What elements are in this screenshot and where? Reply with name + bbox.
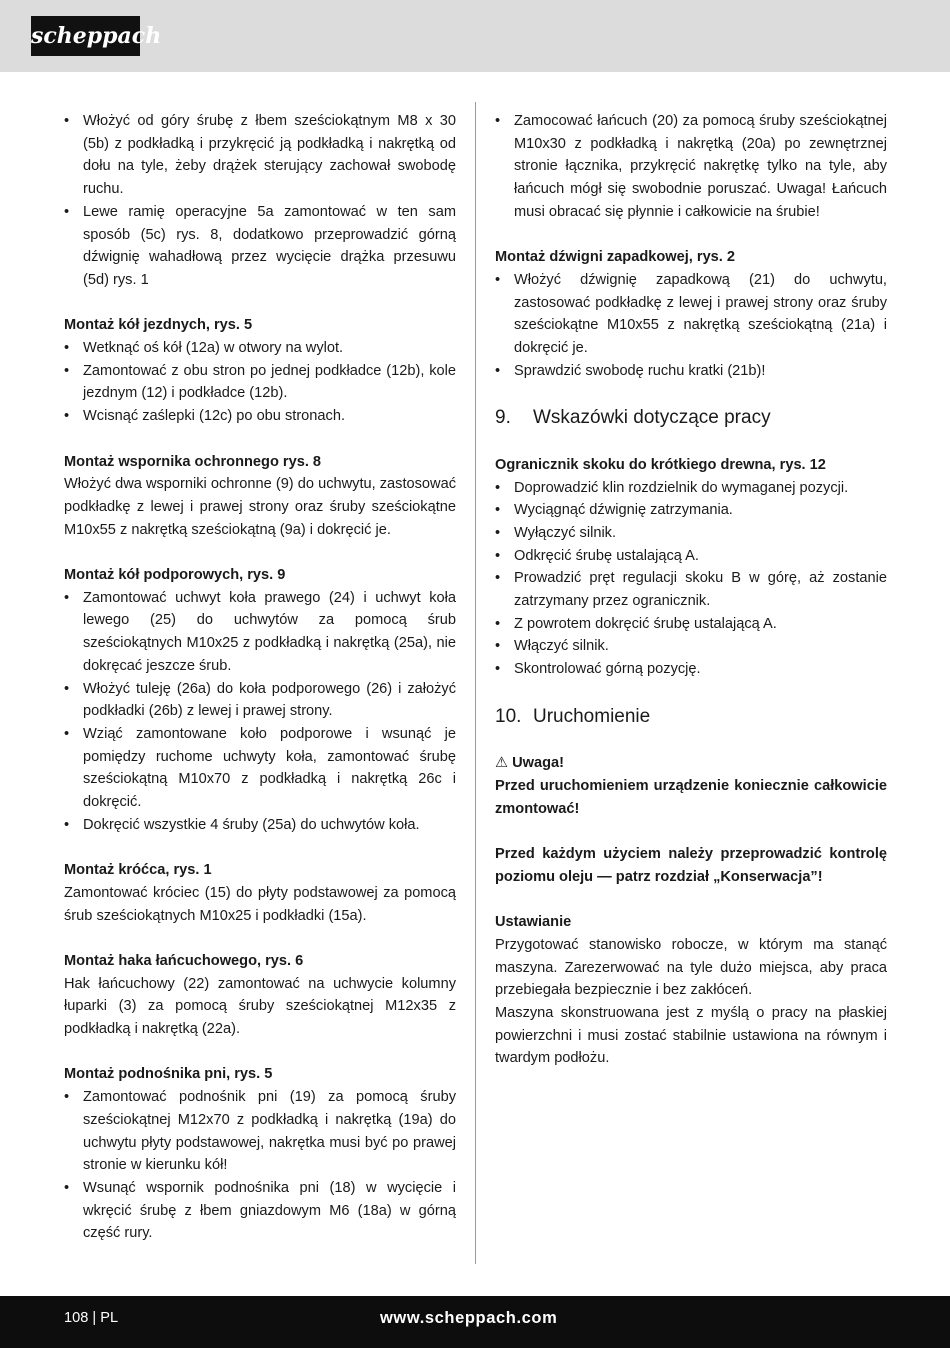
right-column bbox=[495, 110, 887, 1070]
page-number: 108 | PL bbox=[64, 1310, 119, 1326]
setup-heading: Ustawianie bbox=[495, 914, 572, 931]
list-item: • Odkręcić śrubę ustalającą A. bbox=[495, 547, 699, 564]
stroke-limiter-heading: Ogranicznik skoku do krótkiego drewna, rys. 12 bbox=[495, 456, 826, 473]
list-item: • Zamontować uchwyt koła prawego (24) i uchwyt koła lewego (25) do uchwytów za pomocą śrub sześciokątnych M10x25 z podkładką i nakrętką (25a), nie dokręcać jeszcze śrub. bbox=[64, 589, 456, 674]
section-9-title: Wskazówki dotyczące pracy bbox=[533, 407, 771, 429]
left-column bbox=[64, 110, 456, 1245]
list-item: • Włożyć od góry śrubę z łbem sześciokątnym M8 x 30 (5b) z podkładką i przykręcić ją podkładką i nakrętką od dołu na tyle, żeby drążek sterujący zachował swobodę ruchu. bbox=[64, 113, 456, 198]
list-item: • Włączyć silnik. bbox=[495, 638, 609, 655]
support-wheels-heading: Montaż kół podporowych, rys. 9 bbox=[64, 567, 286, 584]
list-item: • Włożyć tuleję (26a) do koła podporowego (26) i założyć podkładki (26b) z lewej i prawej strony. bbox=[64, 680, 456, 720]
log-lifter-heading: Montaż podnośnika pni, rys. 5 bbox=[64, 1066, 273, 1083]
warning-line-1: Przed uruchomieniem urządzenie koniecznie całkowicie zmontować! bbox=[495, 777, 887, 817]
list-item: • Doprowadzić klin rozdzielnik do wymaganej pozycji. bbox=[495, 479, 849, 496]
guard-heading: Montaż wspornika ochronnego rys. 8 bbox=[64, 453, 322, 470]
list-item: • Prowadzić pręt regulacji skoku B w górę, aż zostanie zatrzymany przez ogranicznik. bbox=[495, 570, 887, 610]
list-item: • Wetknąć oś kół (12a) w otwory na wylot. bbox=[64, 340, 344, 357]
footer-bar bbox=[0, 1296, 950, 1348]
list-item: • Wyciągnąć dźwignię zatrzymania. bbox=[495, 502, 733, 519]
ratchet-bullet-list bbox=[495, 269, 887, 383]
section-9-number: 9. bbox=[495, 407, 511, 429]
setup-text-1: Przygotować stanowisko robocze, w którym ma stanąć maszyna. Zarezerwować na tyle dużo miejsca, aby praca przebiegała bezpiecznie i bez zakłóceń. bbox=[495, 936, 887, 999]
section-10-heading bbox=[495, 704, 887, 730]
section-9-heading bbox=[495, 405, 887, 431]
chain-hook-text: Hak łańcuchowy (22) zamontować na uchwycie kolumny łuparki (3) za pomocą śruby sześciokątnej M12x35 z podkładką i nakrętką (22a). bbox=[64, 975, 456, 1038]
support-wheels-bullet-list bbox=[64, 587, 456, 837]
list-item: • Wyłączyć silnik. bbox=[495, 524, 617, 541]
warning-label: ⚠ Uwaga! bbox=[495, 755, 565, 772]
list-item: • Włożyć dźwignię zapadkową (21) do uchwytu, zastosować podkładkę z lewej i prawej strony oraz śruby sześciokątne M10x55 z nakrętką sześciokątną (21a) i dokręcić je. bbox=[495, 271, 887, 357]
guard-text: Włożyć dwa wsporniki ochronne (9) do uchwytu, zastosować podkładkę z lewej i prawej strony oraz śruby sześciokątne M10x55 z nakrętką sześciokątną (9a) i dokręcić je. bbox=[64, 476, 456, 538]
list-item: • Dokręcić wszystkie 4 śruby (25a) do uchwytów koła. bbox=[64, 816, 420, 833]
website-link[interactable]: www.scheppach.com bbox=[380, 1309, 558, 1327]
ratchet-heading: Montaż dźwigni zapadkowej, rys. 2 bbox=[495, 249, 736, 266]
list-item: • Z powrotem dokręcić śrubę ustalającą A. bbox=[495, 615, 777, 632]
header-band bbox=[0, 0, 950, 72]
warning-line-2: Przed każdym użyciem należy przeprowadzić kontrolę poziomu oleju — patrz rozdział „Konserwacja”! bbox=[495, 846, 887, 885]
scheppach-logo: scheppach bbox=[31, 16, 140, 56]
list-item: • Zamontować podnośnik pni (19) za pomocą śruby sześciokątnej M12x70 z podkładką i nakrętką (19a) do uchwytu płyty podstawowej, nakrętka musi być po prawej stronie w kierunku kół! bbox=[64, 1089, 456, 1174]
list-item: • Zamocować łańcuch (20) za pomocą śruby sześciokątnej M10x30 z podkładką i nakrętką (20a) po zewnętrznej stronie łącznika, przykręcić nakrętkę tylko na tyle, aby łańcuch mógł się swobodnie poruszać. Uwaga! Łańcuch musi obracać się płynnie i całkowicie na śrubie! bbox=[495, 113, 887, 220]
stub-text: Zamontować króciec (15) do płyty podstawowej za pomocą śrub sześciokątnych M10x25 i podkładki (15a). bbox=[64, 884, 456, 924]
list-item: • Wziąć zamontowane koło podporowe i wsunąć je pomiędzy ruchome uchwyty koła, zamontować śrubę sześciokątną M10x70 z podkładką i nakrętką 26c i dokręcić. bbox=[64, 725, 456, 811]
section-10-number: 10. bbox=[495, 705, 522, 727]
list-item: • Wsunąć wspornik podnośnika pni (18) w wycięcie i wkręcić śrubę z łbem gniazdowym M6 (18a) w górną część rury. bbox=[64, 1179, 456, 1242]
list-item: • Lewe ramię operacyjne 5a zamontować w ten sam sposób (5c) rys. 8, dodatkowo przeprowadzić górną dźwignię wahadłową przez wycięcie drążka przesuwu (5d) rys. 1 bbox=[64, 203, 456, 288]
chain-hook-heading: Montaż haka łańcuchowego, rys. 6 bbox=[64, 952, 304, 969]
list-item: • Zamontować z obu stron po jednej podkładce (12b), kole jezdnym (12) i podkładce (12b). bbox=[64, 362, 456, 402]
list-item: • Sprawdzić swobodę ruchu kratki (21b)! bbox=[495, 362, 766, 379]
chain-bullet-list bbox=[495, 110, 887, 224]
stub-heading: Montaż króćca, rys. 1 bbox=[64, 862, 212, 879]
wheels-bullet-list bbox=[64, 337, 456, 428]
intro-bullet-list bbox=[64, 110, 456, 292]
stroke-limiter-bullet-list bbox=[495, 477, 887, 681]
section-10-title: Uruchomienie bbox=[533, 705, 651, 727]
wheels-heading: Montaż kół jezdnych, rys. 5 bbox=[64, 317, 253, 334]
list-item: • Wcisnąć zaślepki (12c) po obu stronach. bbox=[64, 408, 345, 425]
setup-text-2: Maszyna skonstruowana jest z myślą o pracy na płaskiej powierzchni i musi zostać stabilnie ustawiona na równym i twardym podłożu. bbox=[495, 1004, 887, 1067]
log-lifter-bullet-list bbox=[64, 1086, 456, 1245]
list-item: • Skontrolować górną pozycję. bbox=[495, 661, 701, 678]
column-divider bbox=[475, 102, 476, 1264]
